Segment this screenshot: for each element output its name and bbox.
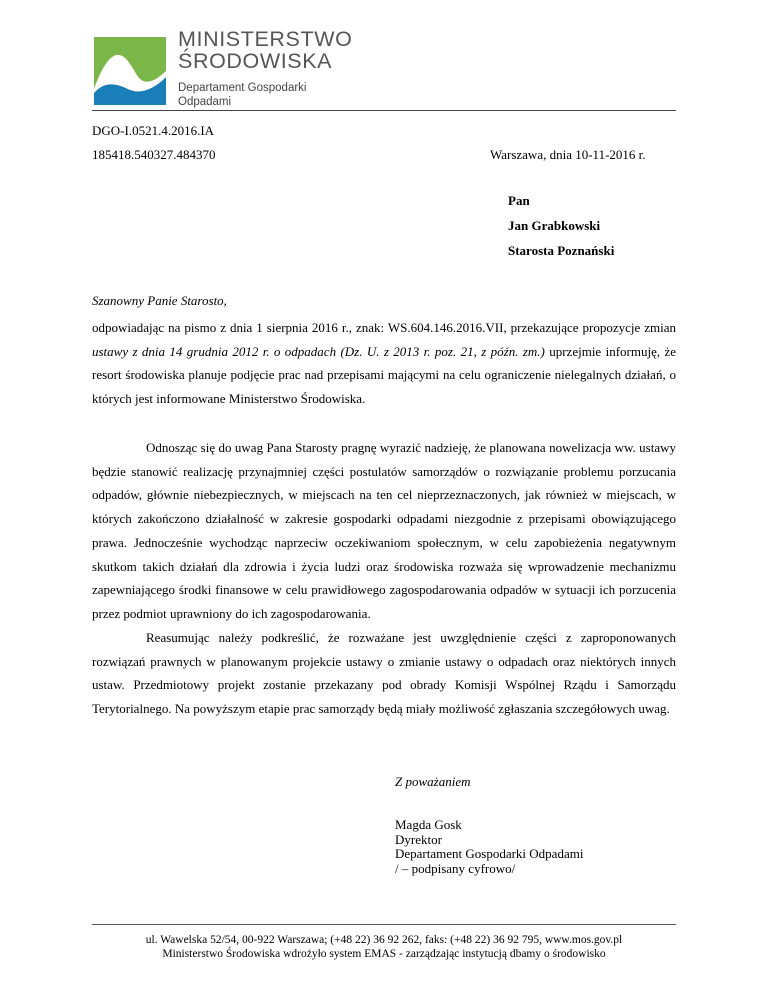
paragraph-3: Reasumując należy podkreślić, że rozważane jest uwzględnienie części z zaproponowanych rozwiązań prawnych w planowanym projekcie ustawy o zmianie ustawy o odpadach oraz niektórych innych ustaw. Przedmiotowy projekt zostanie przekazany pod obrady Komisji Wspólnej Rządu i Samorządu Terytorialnego. Na powyższym etapie prac samorządy będą miały możliwość zgłaszania szczegółowych uwag. xyxy=(92,630,676,717)
letter-date: Warszawa, dnia 10-11-2016 r. xyxy=(490,147,646,162)
paragraph-1-part-b: uprzejmie informuję, że resort środowiska planuje podjęcie prac nad przepisami mającymi na celu ograniczenie nielegalnych działań, o których jest informowane Ministerstwo Środowiska. xyxy=(92,343,677,407)
recipient-name: Jan Grabkowski xyxy=(508,218,601,233)
signatory-name: Magda Gosk xyxy=(395,817,462,832)
recipient-position: Starosta Poznański xyxy=(508,243,615,258)
act-citation: ustawy z dnia 14 grudnia 2012 r. o odpadach (Dz. U. z 2013 r. poz. 21, z późn. zm.) xyxy=(92,343,545,359)
ministry-name-line1: MINISTERSTWO xyxy=(178,27,353,51)
signature-block xyxy=(395,818,583,876)
ministry-logo-icon xyxy=(92,31,168,107)
footer-emas: Ministerstwo Środowiska wdrożyło system EMAS - zarządzając instytucją dbamy o środowisko xyxy=(162,948,606,960)
footer-divider xyxy=(92,924,676,925)
department-name xyxy=(178,82,306,109)
department-name-line2: Odpadami xyxy=(178,95,232,108)
signatory-department: Departament Gospodarki Odpadami xyxy=(395,846,584,861)
paragraph-1-part-a: odpowiadając na pismo z dnia 1 sierpnia 2016 r., znak: WS.604.146.2016.VII, przekazujące propozycje zmian xyxy=(92,320,676,335)
case-number: 185418.540327.484370 xyxy=(92,147,216,162)
footer-contact: ul. Wawelska 52/54, 00-922 Warszawa; (+48 22) 36 92 262, faks: (+48 22) 36 92 795, www.mos.gov.pl xyxy=(145,934,623,946)
ministry-name-line2: ŚRODOWISKA xyxy=(178,49,333,73)
digital-signature-note: / – podpisany cyfrowo/ xyxy=(395,860,516,876)
signatory-title: Dyrektor xyxy=(395,831,442,847)
salutation: Szanowny Panie Starosto, xyxy=(92,293,227,308)
recipient-title: Pan xyxy=(508,193,530,208)
header-divider xyxy=(92,110,676,111)
department-name-line1: Departament Gospodarki xyxy=(178,82,307,94)
closing-phrase: Z poważaniem xyxy=(395,774,471,789)
ministry-name xyxy=(178,28,352,72)
document-number: DGO-I.0521.4.2016.IA xyxy=(92,123,215,138)
paragraph-2: Odnosząc się do uwag Pana Starosty pragnę wyrazić nadzieję, że planowana nowelizacja ww. ustawy będzie stanowić realizację przynajmniej części postulatów samorządów o rozwiązanie problemu porzucania odpadów, głównie niebezpiecznych, w miejscach na ten cel nieprzeznaczonych, jak również w miejscach, w których zakończono działalność w zakresie gospodarki odpadami niezgodnie z przepisami obowiązującego prawa. Jednocześnie wychodząc naprzeciw oczekiwaniom społecznym, w celu zapobieżenia negatywnym skutkom takich działań dla zdrowia i życia ludzi oraz środowiska rozważa się wprowadzenie mechanizmu zapewniającego środki finansowe w celu prawidłowego zagospodarowania odpadów w sytuacji ich porzucenia przez podmiot uprawniony do ich zagospodarowania. xyxy=(92,440,676,621)
paragraph-1 xyxy=(92,316,676,411)
